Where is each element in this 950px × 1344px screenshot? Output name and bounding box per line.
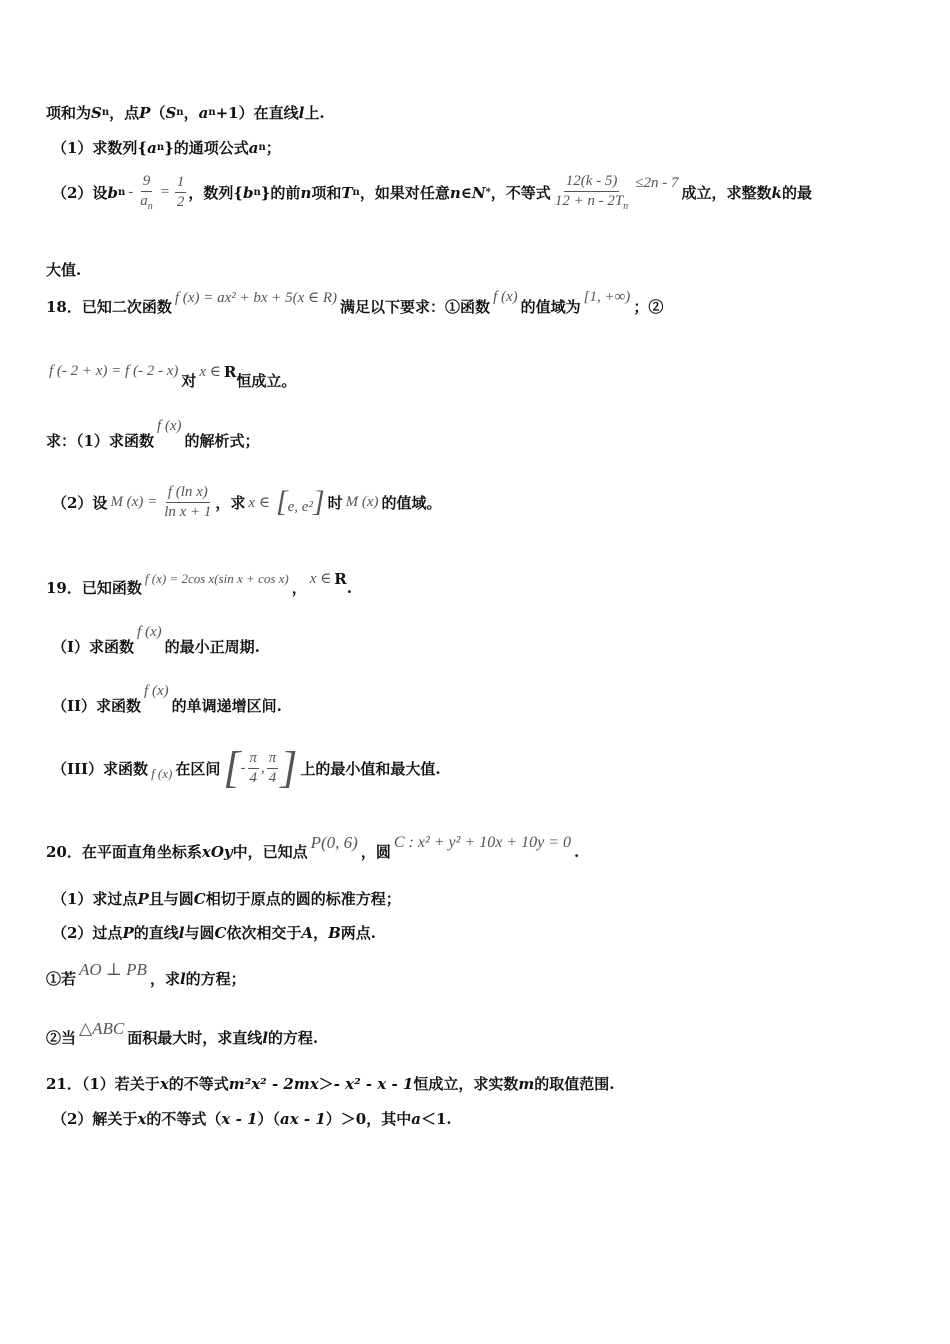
var: P bbox=[122, 923, 134, 942]
math: e, e² bbox=[287, 499, 313, 516]
sup: * bbox=[485, 187, 491, 199]
var: C bbox=[214, 923, 227, 942]
text: 的单调递增区间. bbox=[171, 697, 282, 715]
text: 满足以下要求：①函数 bbox=[340, 298, 491, 316]
math-bold: R bbox=[223, 362, 237, 381]
math: - bbox=[240, 759, 246, 776]
frac-den: 12 + n - 2T bbox=[554, 192, 624, 209]
text: （III）求函数 bbox=[52, 759, 149, 778]
math: ≤2n - 7 bbox=[635, 175, 679, 192]
text: 项和 bbox=[311, 184, 342, 203]
fraction bbox=[175, 173, 187, 212]
text: ＞ bbox=[318, 1075, 334, 1093]
line-14 bbox=[52, 888, 401, 909]
var: S bbox=[165, 103, 177, 122]
text: 上的最小值和最大值. bbox=[300, 759, 441, 778]
text: ，圆 bbox=[360, 843, 391, 861]
text: ， bbox=[291, 579, 307, 597]
math: AO ⊥ PB bbox=[79, 959, 147, 979]
frac-den: 4 bbox=[249, 769, 257, 786]
text: 的值域。 bbox=[381, 493, 442, 512]
line-4 bbox=[46, 259, 81, 280]
text: 20．在平面直角坐标系 bbox=[46, 843, 202, 861]
math-interval: [ - $\frac{\pi}{4}$ , $\frac{\pi}{4}$ ] bbox=[223, 743, 298, 792]
line-13 bbox=[46, 832, 580, 862]
text: 19．已知函数 bbox=[46, 579, 142, 597]
text: 的方程； bbox=[185, 970, 246, 988]
text: ； bbox=[265, 139, 281, 157]
text: 依次相交于 bbox=[226, 924, 302, 942]
text: （2）设 bbox=[52, 493, 108, 512]
expr: ax - 1 bbox=[280, 1109, 326, 1128]
var: B bbox=[328, 923, 341, 942]
text: 在区间 bbox=[175, 759, 221, 778]
text: ，不等式 bbox=[490, 184, 551, 203]
text: ①若 bbox=[46, 970, 77, 988]
var: l bbox=[178, 923, 185, 942]
text: 且与圆 bbox=[148, 890, 194, 908]
frac-num: f (ln x) bbox=[166, 483, 210, 503]
var: A bbox=[301, 923, 314, 942]
line-16 bbox=[46, 959, 246, 989]
text: 的取值范围. bbox=[534, 1075, 615, 1093]
text: （2）解关于 bbox=[52, 1110, 138, 1128]
math: f (x) bbox=[156, 418, 182, 434]
math: f (x) bbox=[144, 683, 169, 699]
text: 时 bbox=[327, 493, 343, 512]
var: x bbox=[137, 1109, 147, 1128]
line-11 bbox=[52, 683, 282, 716]
text: （II）求函数 bbox=[52, 697, 142, 715]
sub: n bbox=[147, 200, 153, 212]
sub: n bbox=[156, 142, 165, 153]
text: （1）求数列{ bbox=[52, 139, 148, 157]
math-interval: [e, e²] bbox=[275, 485, 325, 519]
line-10 bbox=[52, 624, 260, 657]
sub: n bbox=[176, 107, 184, 118]
sub: n bbox=[623, 200, 629, 212]
math: x ∈ bbox=[309, 571, 332, 587]
text: 相切于原点的圆的标准方程； bbox=[205, 890, 401, 908]
text: 的解析式； bbox=[184, 432, 260, 450]
math: P(0, 6) bbox=[310, 832, 358, 852]
frac-num: π bbox=[267, 749, 279, 769]
line-5 bbox=[46, 289, 664, 317]
var: m bbox=[518, 1074, 535, 1093]
var: xOy bbox=[201, 842, 233, 861]
text: （1）求过点 bbox=[52, 890, 138, 908]
frac-den: 2 bbox=[176, 194, 185, 211]
line-8 bbox=[52, 483, 442, 522]
text: 恒成立。 bbox=[236, 372, 297, 390]
text: 的最 bbox=[781, 184, 812, 203]
math: M (x) bbox=[345, 493, 379, 510]
text: ，求 bbox=[149, 970, 180, 988]
line-2 bbox=[52, 137, 281, 158]
frac-num: 1 bbox=[175, 173, 187, 193]
line-19 bbox=[52, 1108, 452, 1129]
text: 18．已知二次函数 bbox=[46, 298, 172, 316]
text: +1）在直线 bbox=[215, 104, 299, 122]
sub: n bbox=[253, 187, 261, 199]
line-12 bbox=[52, 743, 441, 792]
fraction bbox=[553, 172, 630, 213]
text: 成立，求整数 bbox=[681, 184, 772, 203]
text: }的通项公式 bbox=[164, 139, 249, 157]
line-1 bbox=[46, 102, 325, 123]
fraction bbox=[248, 749, 260, 788]
text: ，点 bbox=[109, 104, 140, 122]
text: 恒成立，求实数 bbox=[413, 1075, 519, 1093]
math: C : x² + y² + 10x + 10y = 0 bbox=[393, 833, 572, 851]
math: , bbox=[261, 759, 265, 776]
math: f (x) bbox=[151, 766, 173, 781]
text: . bbox=[346, 578, 352, 597]
math: M (x) = bbox=[110, 493, 158, 510]
text: ；② bbox=[633, 298, 664, 316]
sub: n bbox=[352, 187, 360, 199]
text: ）（ bbox=[257, 1110, 280, 1128]
var: P bbox=[137, 889, 149, 908]
fraction bbox=[162, 483, 213, 522]
var: a bbox=[198, 103, 209, 122]
line-17 bbox=[46, 1018, 319, 1048]
expr: x - 1 bbox=[221, 1109, 258, 1128]
text: 的最小正周期. bbox=[164, 638, 260, 656]
fraction bbox=[138, 172, 155, 213]
text: 的直线 bbox=[133, 924, 179, 942]
text: 求：（1）求函数 bbox=[46, 432, 154, 450]
var: l bbox=[262, 1028, 268, 1047]
text: 两点. bbox=[340, 924, 376, 942]
text: 的方程. bbox=[267, 1029, 319, 1047]
text: 对 bbox=[181, 372, 197, 390]
var: a bbox=[248, 138, 259, 157]
var: S bbox=[91, 103, 102, 122]
text: . bbox=[574, 842, 580, 861]
math-bold: R bbox=[334, 569, 347, 588]
text: 项和为 bbox=[46, 104, 92, 122]
frac-den: a bbox=[140, 192, 148, 209]
text: 21．（1）若关于 bbox=[46, 1075, 160, 1093]
text: 中，已知点 bbox=[232, 843, 308, 861]
var: P bbox=[139, 103, 151, 122]
text: ＜1. bbox=[420, 1110, 452, 1128]
text: ）＞0，其中 bbox=[325, 1110, 412, 1128]
text: ， bbox=[183, 104, 199, 122]
math: f (x) = ax² + bx + 5(x ∈ R) bbox=[174, 290, 338, 306]
text: ，数列{ bbox=[188, 184, 243, 203]
text: （I）求函数 bbox=[52, 638, 135, 656]
math: x ∈ bbox=[248, 494, 270, 511]
text: （ bbox=[150, 104, 166, 122]
line-15 bbox=[52, 922, 376, 943]
math: x ∈ bbox=[199, 364, 221, 380]
math: f (x) bbox=[493, 289, 518, 305]
expr: - x² - x - 1 bbox=[333, 1074, 414, 1093]
var: a bbox=[147, 138, 157, 157]
var: l bbox=[179, 969, 186, 988]
text: ，如果对任意 bbox=[359, 184, 450, 203]
text: 上. bbox=[304, 104, 325, 122]
line-18 bbox=[46, 1073, 615, 1094]
math: f (x) bbox=[137, 624, 162, 640]
var: l bbox=[298, 103, 305, 122]
text: 的不等式（ bbox=[146, 1110, 222, 1128]
frac-num: 9 bbox=[141, 172, 153, 192]
var: x bbox=[159, 1074, 169, 1093]
expr: m²x² - 2mx bbox=[228, 1074, 319, 1093]
sub: n bbox=[101, 107, 110, 118]
math: f (x) = 2cos x(sin x + cos x) bbox=[144, 570, 289, 586]
line-6 bbox=[46, 362, 297, 391]
text: }的前 bbox=[260, 184, 301, 203]
text: 面积最大时，求直线 bbox=[127, 1029, 263, 1047]
text: ∈ bbox=[460, 183, 472, 202]
sub: n bbox=[208, 107, 216, 118]
text: 的值域为 bbox=[520, 298, 581, 316]
frac-den: 4 bbox=[268, 769, 277, 786]
math: [1, +∞) bbox=[583, 289, 631, 305]
line-3 bbox=[52, 172, 812, 213]
line-7 bbox=[46, 418, 260, 451]
sub: n bbox=[117, 187, 126, 199]
sub: n bbox=[258, 142, 266, 153]
frac-num: 12(k - 5) bbox=[564, 172, 620, 192]
var: k bbox=[771, 183, 782, 202]
var: n bbox=[449, 183, 461, 202]
var: b bbox=[107, 183, 118, 202]
text: 大值. bbox=[46, 261, 82, 279]
math: = bbox=[159, 184, 170, 201]
math: △ABC bbox=[79, 1018, 125, 1038]
text: ，求 bbox=[215, 493, 246, 512]
text: （2）设 bbox=[52, 184, 108, 203]
text: 与圆 bbox=[184, 924, 215, 942]
math: f (- 2 + x) = f (- 2 - x) bbox=[49, 363, 179, 379]
fraction bbox=[267, 749, 279, 788]
math: - bbox=[128, 184, 134, 201]
var: C bbox=[193, 889, 206, 908]
var: N bbox=[471, 183, 486, 202]
text: ， bbox=[313, 924, 329, 942]
text: ②当 bbox=[46, 1029, 77, 1047]
line-9 bbox=[46, 569, 352, 598]
var: n bbox=[300, 183, 312, 202]
frac-den: ln x + 1 bbox=[164, 503, 212, 520]
text: （2）过点 bbox=[52, 924, 123, 942]
text: 的不等式 bbox=[168, 1075, 229, 1093]
frac-num: π bbox=[248, 749, 260, 769]
var: T bbox=[341, 183, 353, 202]
var: a bbox=[411, 1109, 421, 1128]
var: b bbox=[243, 183, 254, 202]
